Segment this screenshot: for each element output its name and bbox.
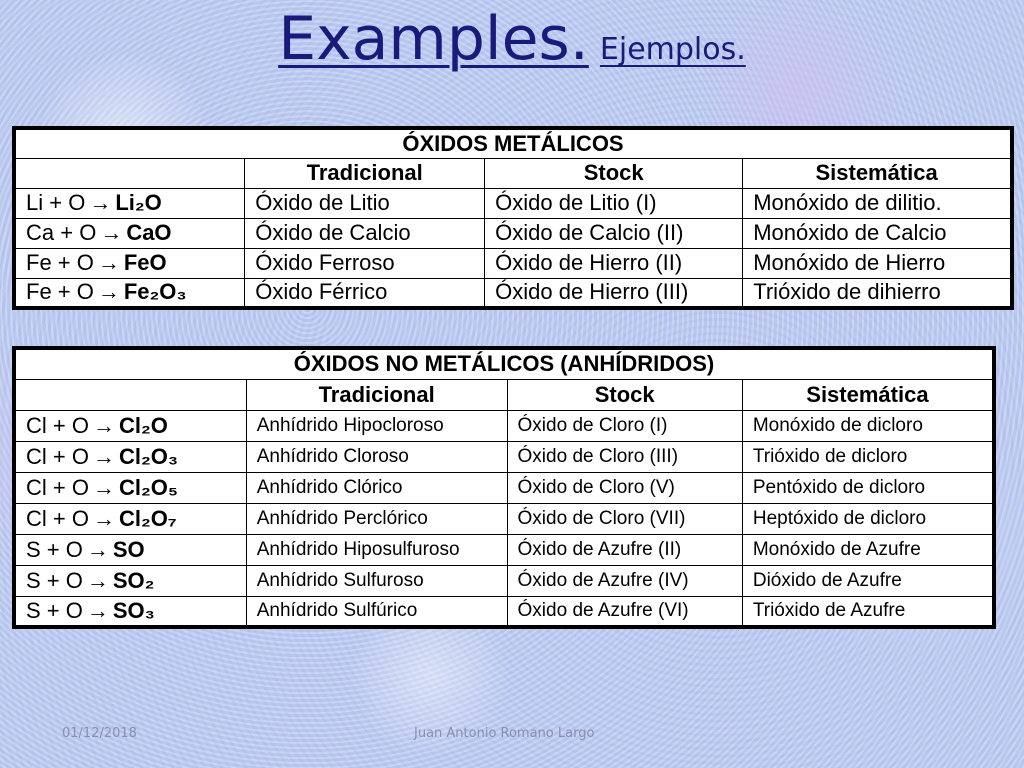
formula: Li₂O: [115, 190, 162, 215]
title-main: Examples.: [278, 4, 589, 74]
table-row: [14, 248, 1012, 278]
stock-cell: Óxido de Cloro (I): [507, 410, 742, 441]
reaction-cell: [14, 503, 246, 534]
reaction-text: Ca + O: [26, 220, 97, 245]
arrow-icon: →: [89, 190, 112, 215]
reaction-cell: [14, 565, 246, 596]
table-row: [14, 441, 994, 472]
sistematica-cell: Dióxido de Azufre: [742, 565, 994, 596]
formula: Cl₂O₃: [118, 443, 179, 469]
reaction-cell: [14, 441, 246, 472]
table-row: [14, 565, 994, 596]
formula: CaO: [126, 220, 172, 245]
table-row: [14, 534, 994, 565]
table-row: [14, 472, 994, 503]
formula: Fe₂O₃: [123, 279, 187, 305]
sistematica-cell: Trióxido de dihierro: [743, 278, 1012, 308]
arrow-icon: →: [86, 567, 109, 593]
column-header: [14, 379, 246, 410]
formula: FeO: [123, 250, 167, 275]
stock-cell: Óxido de Cloro (V): [507, 472, 742, 503]
stock-cell: Óxido de Cloro (VII): [507, 503, 742, 534]
table-row: [14, 503, 994, 534]
column-header: Tradicional: [245, 158, 485, 188]
column-header: Stock: [507, 379, 742, 410]
nonmetal-oxides-table: [12, 346, 996, 629]
table-heading: ÓXIDOS NO METÁLICOS (ANHÍDRIDOS): [14, 348, 994, 379]
tradicional-cell: Anhídrido Sulfúrico: [246, 596, 507, 627]
table-heading-row: [14, 128, 1012, 158]
column-header: Stock: [485, 158, 743, 188]
formula: Cl₂O₅: [118, 474, 178, 500]
reaction-cell: [14, 596, 246, 627]
formula: Cl₂O: [118, 412, 168, 438]
arrow-icon: →: [92, 443, 115, 469]
reaction-text: Li + O: [26, 190, 86, 215]
reaction-text: Fe + O: [26, 279, 94, 305]
reaction-text: Cl + O: [26, 505, 89, 531]
reaction-text: Cl + O: [26, 443, 89, 469]
tradicional-cell: Anhídrido Hiposulfuroso: [246, 534, 507, 565]
arrow-icon: →: [97, 279, 120, 305]
arrow-icon: →: [86, 597, 109, 623]
title-sub: Ejemplos.: [599, 32, 746, 67]
tradicional-cell: Óxido Férrico: [245, 278, 485, 308]
sistematica-cell: Trióxido de dicloro: [742, 441, 994, 472]
stock-cell: Óxido de Azufre (II): [507, 534, 742, 565]
reaction-cell: [14, 188, 245, 218]
arrow-icon: →: [100, 220, 123, 245]
sistematica-cell: Heptóxido de dicloro: [742, 503, 994, 534]
formula: SO₃: [112, 597, 155, 623]
formula: SO: [112, 536, 145, 562]
stock-cell: Óxido de Azufre (VI): [507, 596, 742, 627]
reaction-cell: [14, 472, 246, 503]
reaction-cell: [14, 218, 245, 248]
footer-author: Juan Antonio Romano Largo: [414, 726, 595, 741]
stock-cell: Óxido de Hierro (III): [485, 278, 743, 308]
tradicional-cell: Óxido de Calcio: [245, 218, 485, 248]
sistematica-cell: Monóxido de Hierro: [743, 248, 1012, 278]
column-header-row: [14, 379, 994, 410]
sistematica-cell: Monóxido de Azufre: [742, 534, 994, 565]
table-heading: ÓXIDOS METÁLICOS: [14, 128, 1012, 158]
table-row: [14, 596, 994, 627]
table-row: [14, 218, 1012, 248]
formula: SO₂: [112, 567, 155, 593]
tradicional-cell: Anhídrido Sulfuroso: [246, 565, 507, 596]
tradicional-cell: Anhídrido Clórico: [246, 472, 507, 503]
stock-cell: Óxido de Hierro (II): [485, 248, 743, 278]
column-header: [14, 158, 245, 188]
tradicional-cell: Óxido Ferroso: [245, 248, 485, 278]
sistematica-cell: Monóxido de dicloro: [742, 410, 994, 441]
table-heading-row: [14, 348, 994, 379]
sistematica-cell: Monóxido de dilitio.: [743, 188, 1012, 218]
reaction-text: Cl + O: [26, 412, 89, 438]
table-row: [14, 278, 1012, 308]
table-row: [14, 410, 994, 441]
arrow-icon: →: [92, 412, 115, 438]
reaction-text: S + O: [26, 536, 83, 562]
tradicional-cell: Anhídrido Cloroso: [246, 441, 507, 472]
column-header-row: [14, 158, 1012, 188]
stock-cell: Óxido de Azufre (IV): [507, 565, 742, 596]
sistematica-cell: Trióxido de Azufre: [742, 596, 994, 627]
stock-cell: Óxido de Calcio (II): [485, 218, 743, 248]
column-header: Sistemática: [742, 379, 994, 410]
sistematica-cell: Monóxido de Calcio: [743, 218, 1012, 248]
column-header: Tradicional: [246, 379, 507, 410]
stock-cell: Óxido de Litio (I): [485, 188, 743, 218]
tradicional-cell: Anhídrido Hipocloroso: [246, 410, 507, 441]
sistematica-cell: Pentóxido de dicloro: [742, 472, 994, 503]
slide-title: [0, 4, 1024, 74]
reaction-cell: [14, 534, 246, 565]
reaction-cell: [14, 410, 246, 441]
table-row: [14, 188, 1012, 218]
reaction-text: Fe + O: [26, 250, 94, 275]
tradicional-cell: Óxido de Litio: [245, 188, 485, 218]
tradicional-cell: Anhídrido Perclórico: [246, 503, 507, 534]
footer-date: 01/12/2018: [62, 726, 137, 741]
arrow-icon: →: [92, 474, 115, 500]
arrow-icon: →: [92, 505, 115, 531]
stock-cell: Óxido de Cloro (III): [507, 441, 742, 472]
reaction-text: Cl + O: [26, 474, 89, 500]
reaction-text: S + O: [26, 567, 83, 593]
reaction-text: S + O: [26, 597, 83, 623]
formula: Cl₂O₇: [118, 505, 177, 531]
arrow-icon: →: [86, 536, 109, 562]
arrow-icon: →: [97, 250, 120, 275]
reaction-cell: [14, 248, 245, 278]
metal-oxides-table: [12, 126, 1014, 310]
reaction-cell: [14, 278, 245, 308]
column-header: Sistemática: [743, 158, 1012, 188]
